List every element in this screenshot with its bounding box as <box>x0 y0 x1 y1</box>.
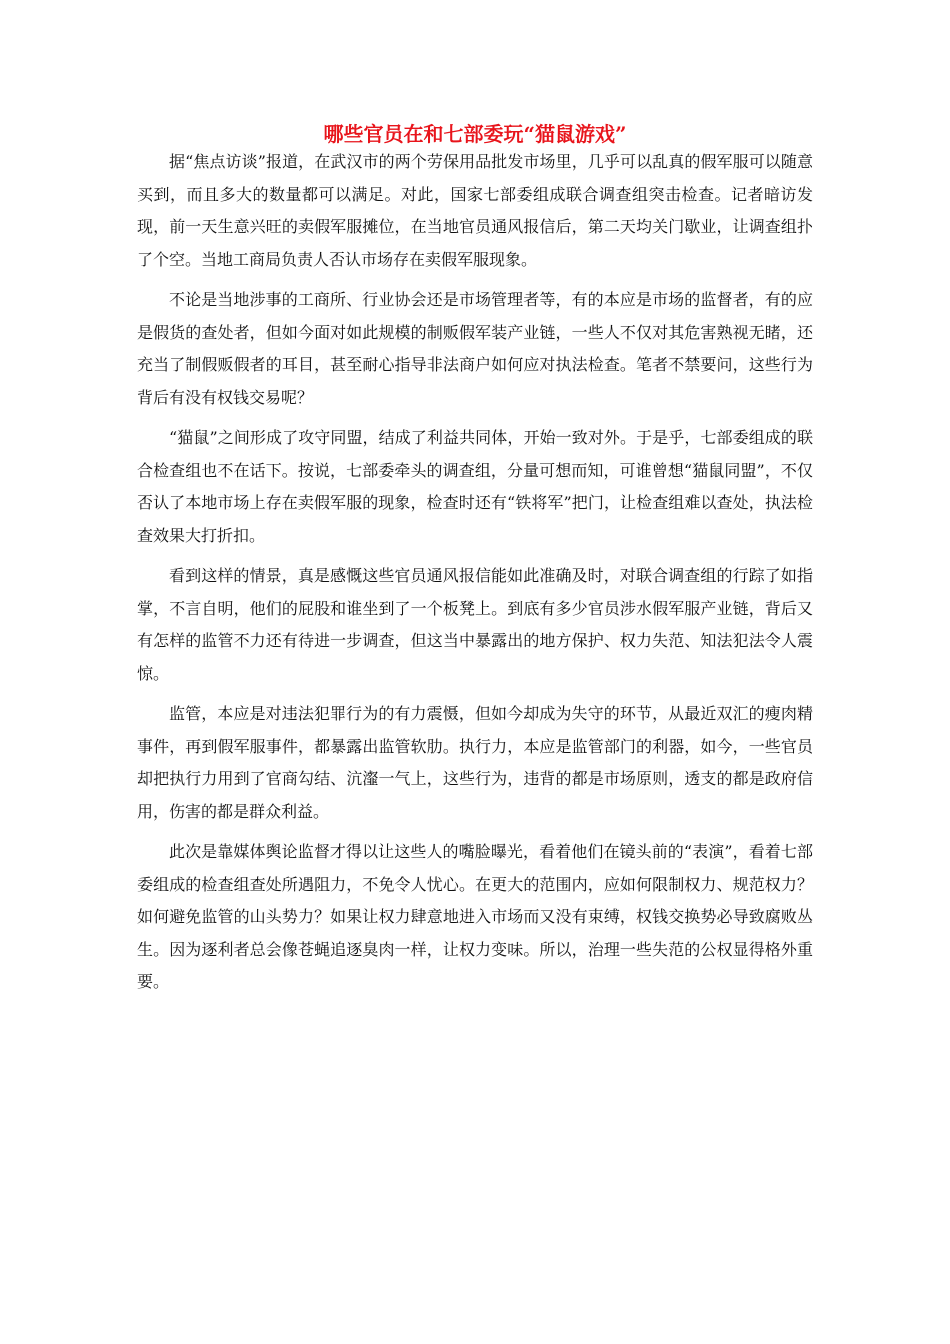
paragraph: 监管，本应是对违法犯罪行为的有力震慑，但如今却成为失守的环节，从最近双汇的瘦肉精事件，再到假军服事件，都暴露出监管软肋。执行力，本应是监管部门的利器，如今，一些官员却把执行力用到了官商勾结、沆瀣一气上，这些行为，违背的都是市场原则，透支的都是政府信用，伤害的都是群众利益。 <box>137 704 813 821</box>
article-title: 哪些官员在和七部委玩“猫鼠游戏” <box>323 122 627 146</box>
paragraph: 据“焦点访谈”报道，在武汉市的两个劳保用品批发市场里，几乎可以乱真的假军服可以随意买到，而且多大的数量都可以满足。对此，国家七部委组成联合调查组突击检查。记者暗访发现，前一天生意兴旺的卖假军服摊位，在当地官员通风报信后，第二天均关门歇业，让调查组扑了个空。当地工商局负责人否认市场存在卖假军服现象。 <box>137 152 813 269</box>
article-body <box>137 146 813 1007</box>
paragraph: “猫鼠”之间形成了攻守同盟，结成了利益共同体，开始一致对外。于是乎，七部委组成的联合检查组也不在话下。按说，七部委牵头的调查组，分量可想而知，可谁曾想“猫鼠同盟”，不仅否认了本地市场上存在卖假军服的现象，检查时还有“铁将军”把门，让检查组难以查处，执法检查效果大打折扣。 <box>137 428 813 545</box>
paragraph: 看到这样的情景，真是感慨这些官员通风报信能如此准确及时，对联合调查组的行踪了如指掌，不言自明，他们的屁股和谁坐到了一个板凳上。到底有多少官员涉水假军服产业链，背后又有怎样的监管不力还有待进一步调查，但这当中暴露出的地方保护、权力失范、知法犯法令人震惊。 <box>137 566 813 683</box>
paragraph: 此次是靠媒体舆论监督才得以让这些人的嘴脸曝光，看着他们在镜头前的“表演”，看着七部委组成的检查组查处所遇阻力，不免令人忧心。在更大的范围内，应如何限制权力、规范权力？如何避免监管的山头势力？如果让权力肆意地进入市场而又没有束缚，权钱交换势必导致腐败丛生。因为逐利者总会像苍蝇追逐臭肉一样，让权力变味。所以，治理一些失范的公权显得格外重要。 <box>137 842 813 991</box>
paragraph: 不论是当地涉事的工商所、行业协会还是市场管理者等，有的本应是市场的监督者，有的应是假货的查处者，但如今面对如此规模的制贩假军装产业链，一些人不仅对其危害熟视无睹，还充当了制假贩假者的耳目，甚至耐心指导非法商户如何应对执法检查。笔者不禁要问，这些行为背后有没有权钱交易呢？ <box>137 290 813 407</box>
